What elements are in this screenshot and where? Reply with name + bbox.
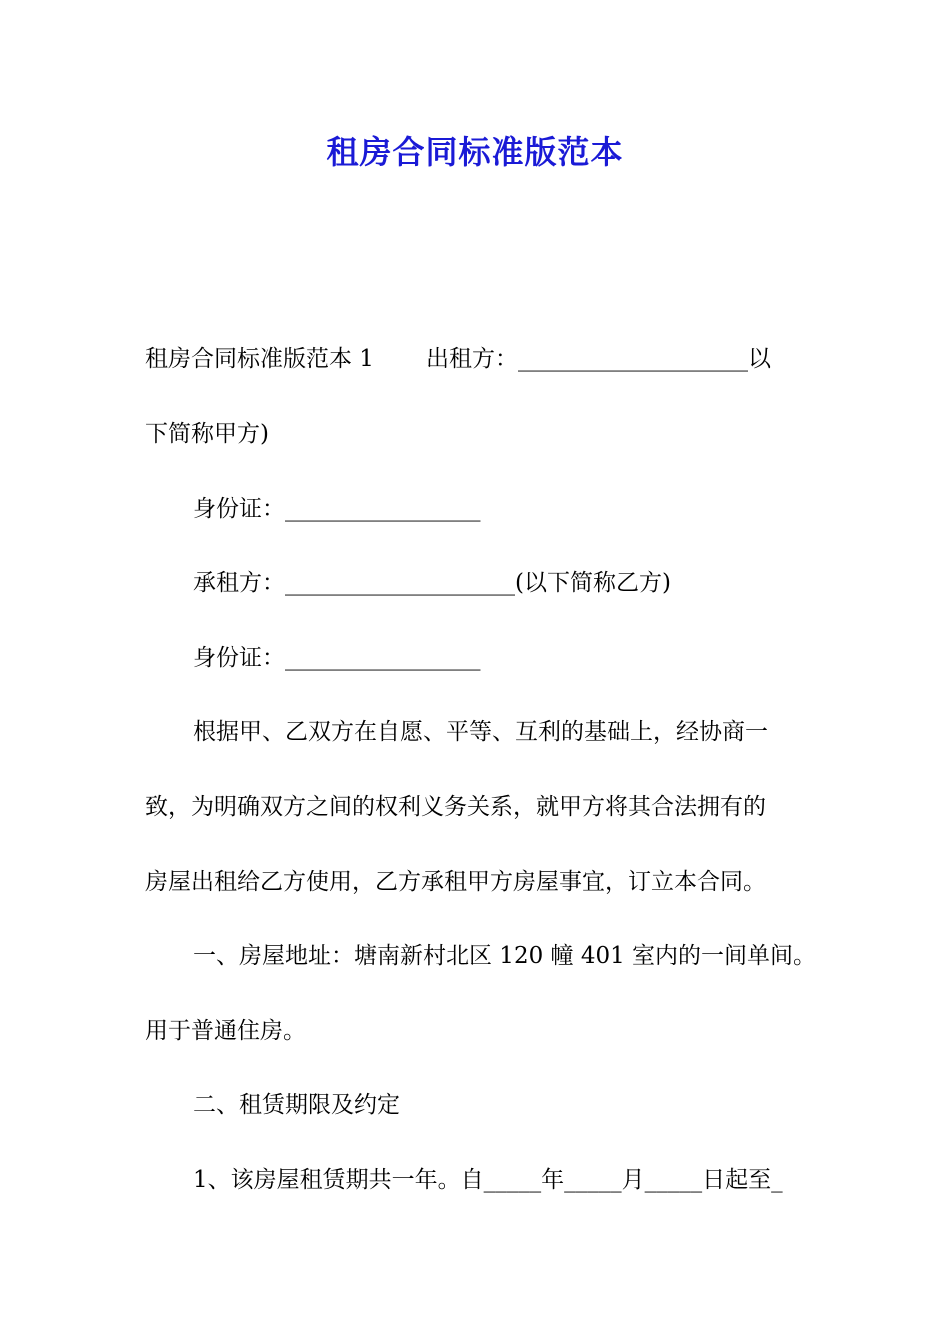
lessee-id-line: 身份证：_________________ (193, 645, 481, 671)
lessor-id-line: 身份证：_________________ (193, 496, 481, 522)
lessee-line: 承租方：____________________(以下简称乙方) (193, 570, 671, 596)
clause-2-heading: 二、租赁期限及约定 (193, 1092, 400, 1118)
clause-1-line-1: 一、房屋地址：塘南新村北区 120 幢 401 室内的一间单间。 (193, 943, 817, 969)
document-title: 租房合同标准版范本 (326, 133, 624, 171)
clause-1-line-2: 用于普通住房。 (145, 1018, 306, 1044)
paragraph-line-1 (145, 343, 825, 375)
body-line-2: 致，为明确双方之间的权利义务关系，就甲方将其合法拥有的 (145, 794, 766, 820)
paragraph-line-2: 下简称甲方) (145, 421, 269, 447)
body-line-1: 根据甲、乙双方在自愿、平等、互利的基础上，经协商一 (193, 719, 768, 745)
body-line-3: 房屋出租给乙方使用，乙方承租甲方房屋事宜，订立本合同。 (145, 869, 766, 895)
clause-2-item-1: 1、该房屋租赁期共一年。自_____年_____月_____日起至_ (193, 1167, 783, 1193)
lessor-label: 出租方：____________________以 (425, 346, 771, 372)
contract-heading: 租房合同标准版范本 1 (145, 346, 374, 372)
